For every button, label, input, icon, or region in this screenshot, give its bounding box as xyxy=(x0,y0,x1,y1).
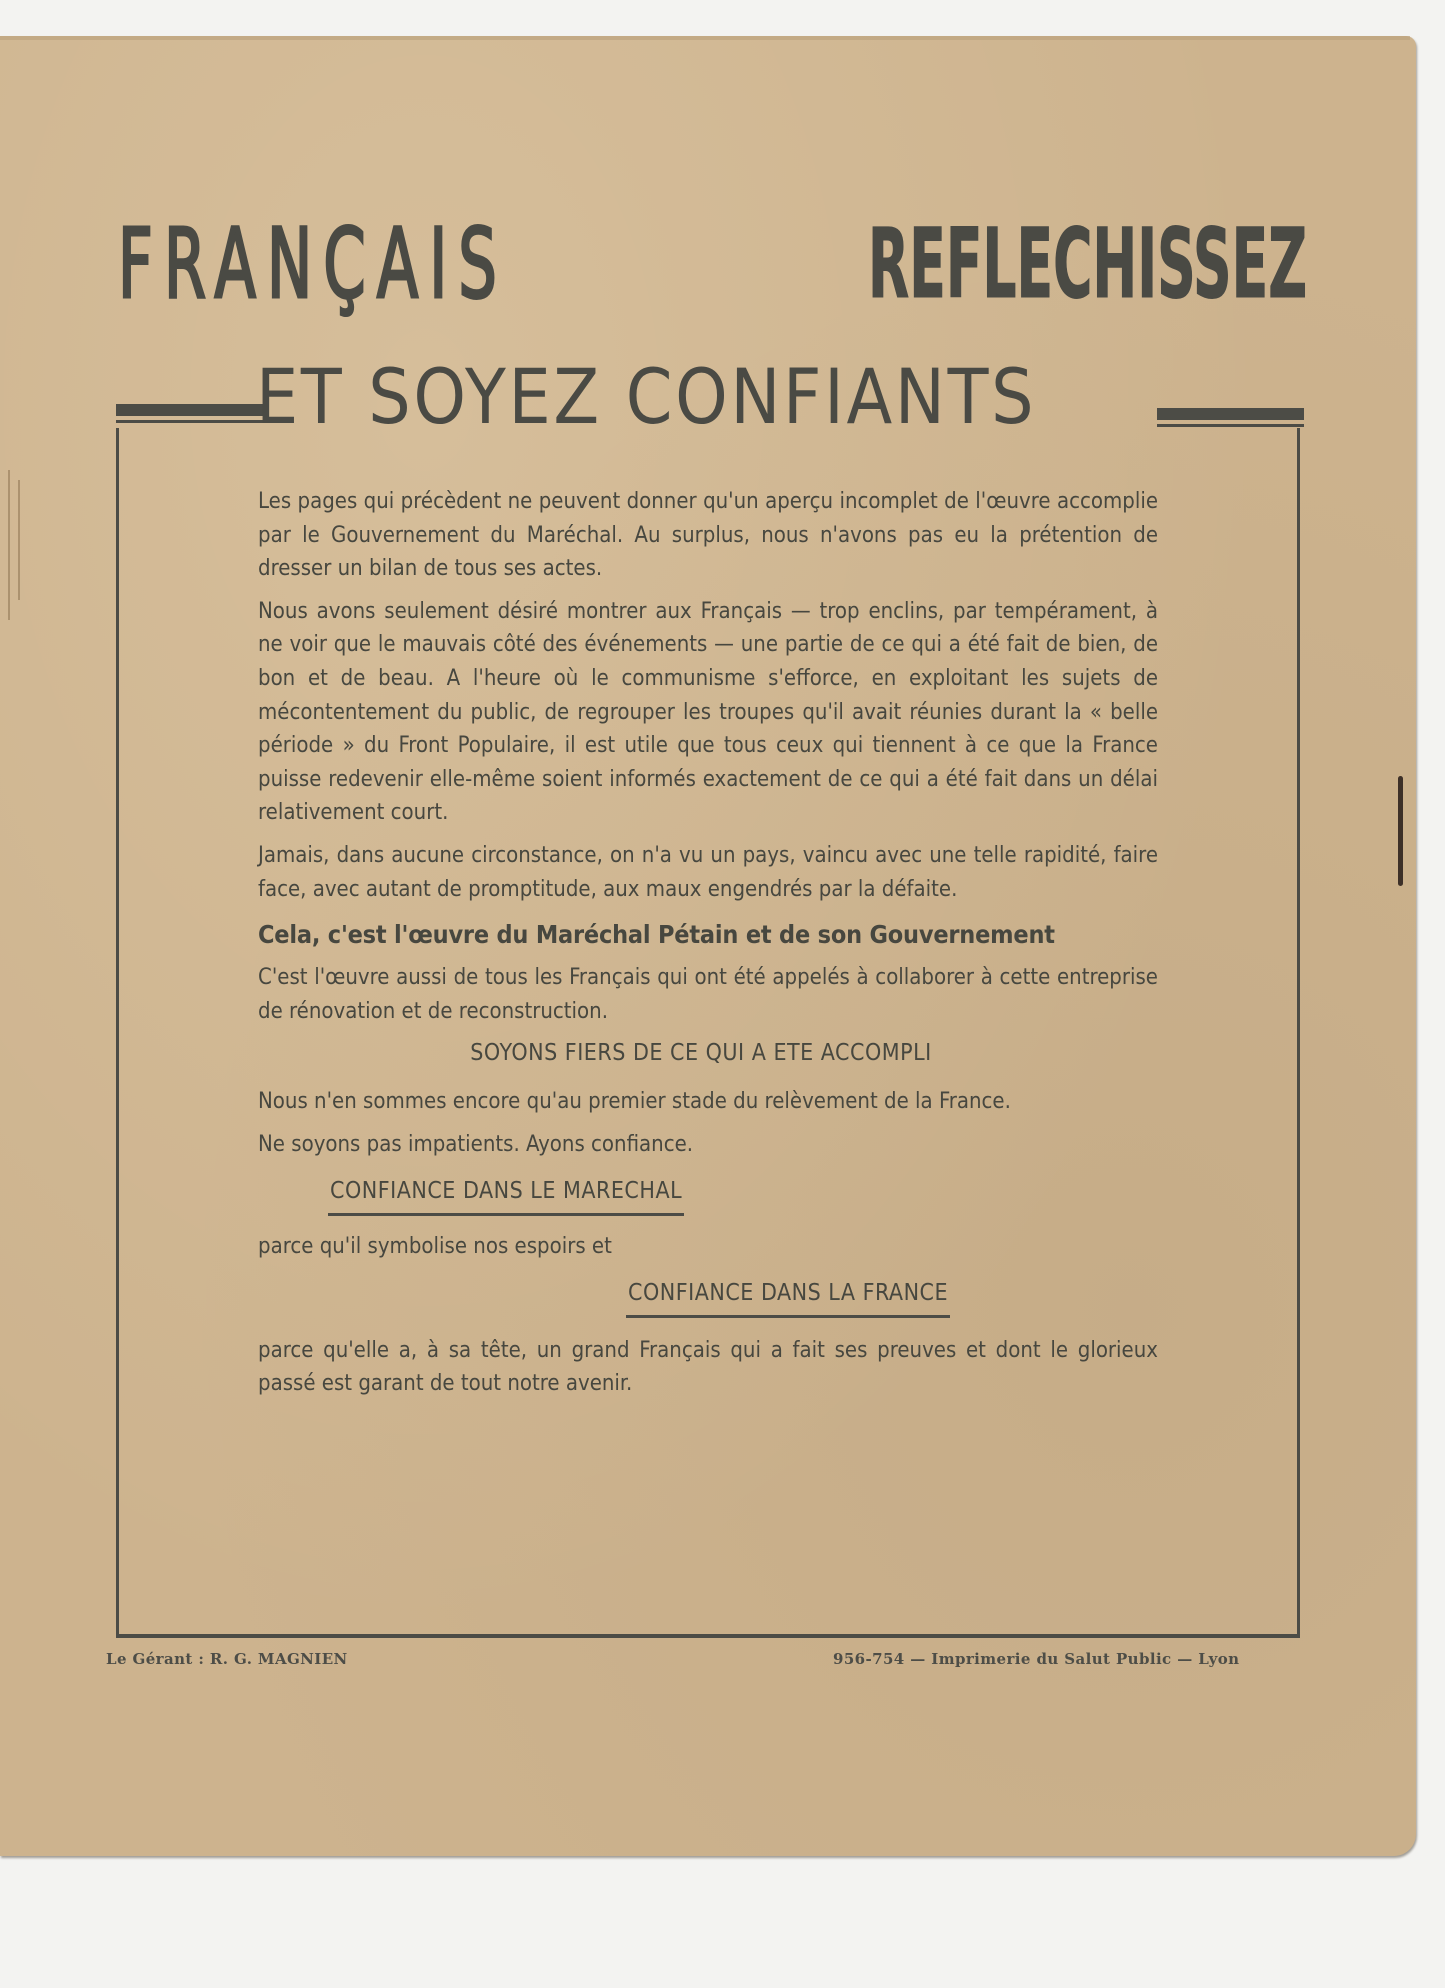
heading-confiance-marechal: CONFIANCE DANS LE MARECHAL xyxy=(328,1175,684,1216)
decorative-rule-right xyxy=(1157,424,1304,427)
paper-tear-mark xyxy=(18,480,20,600)
decorative-rule-left xyxy=(116,420,266,423)
heading-marechal-wrap xyxy=(258,1175,1158,1216)
decorative-bar-right xyxy=(1157,408,1304,420)
heading-france-wrap xyxy=(258,1277,1158,1318)
paragraph-patience: Ne soyons pas impatients. Ayons confiance. xyxy=(258,1131,694,1157)
paragraph-never: Jamais, dans aucune circonstance, on n'a vu un pays, vaincu avec une telle rapidité, faire face, avec autant de promptitude, aux maux engendrés par la défaite. xyxy=(258,842,1158,902)
footer-printer: 956-754 — Imprimerie du Salut Public — Lyon xyxy=(833,1650,1240,1668)
centered-heading: SOYONS FIERS DE CE QUI A ETE ACCOMPLI xyxy=(470,1040,932,1067)
paper-tear-mark xyxy=(8,470,10,620)
body-text xyxy=(258,485,1158,1410)
bold-statement: Cela, c'est l'œuvre du Maréchal Pétain et de son Gouvernement xyxy=(258,920,1055,950)
footer-manager: Le Gérant : R. G. MAGNIEN xyxy=(106,1650,348,1668)
heading-confiance-france: CONFIANCE DANS LA FRANCE xyxy=(626,1277,950,1318)
headline-subtitle: ET SOYEZ CONFIANTS xyxy=(256,352,1037,441)
headline-right: REFLECHISSEZ xyxy=(868,208,1308,320)
headline-left: FRANÇAIS xyxy=(118,208,508,320)
paragraph-because-france: parce qu'elle a, à sa tête, un grand Français qui a fait ses preuves et dont le glorieux passé est garant de tout notre avenir. xyxy=(258,1337,1158,1397)
staple-mark xyxy=(1398,776,1403,886)
paragraph-stage: Nous n'en sommes encore qu'au premier stade du relèvement de la France. xyxy=(258,1088,1011,1114)
decorative-bar-left xyxy=(116,404,266,416)
paper-top-edge xyxy=(0,36,1410,40)
paragraph-collaboration: C'est l'œuvre aussi de tous les Français qui ont été appelés à collaborer à cette entreprise de rénovation et de reconstruction. xyxy=(258,965,1158,1024)
paragraph-because-marechal: parce qu'il symbolise nos espoirs et xyxy=(258,1233,612,1259)
paragraph-intro: Les pages qui précèdent ne peuvent donner qu'un aperçu incomplet de l'œuvre accomplie par le Gouvernement du Maréchal. Au surplus, nous n'avons pas eu la prétention de dresser un bilan de tous ses actes. xyxy=(258,489,1158,582)
paragraph-purpose: Nous avons seulement désiré montrer aux Français — trop enclins, par tempérament, à ne voir que le mauvais côté des événements — une partie de ce qui a été fait de bien, de bon et de beau. A l'heure où le communisme s'efforce, en exploitant les sujets de mécontentement du public, de regrouper les troupes qu'il avait réunies durant la « belle période » du Front Populaire, il est utile que tous ceux qui tiennent à ce que la France puisse redevenir elle-même soient informés exactement de ce qui a été fait dans un délai relativement court. xyxy=(258,598,1158,826)
